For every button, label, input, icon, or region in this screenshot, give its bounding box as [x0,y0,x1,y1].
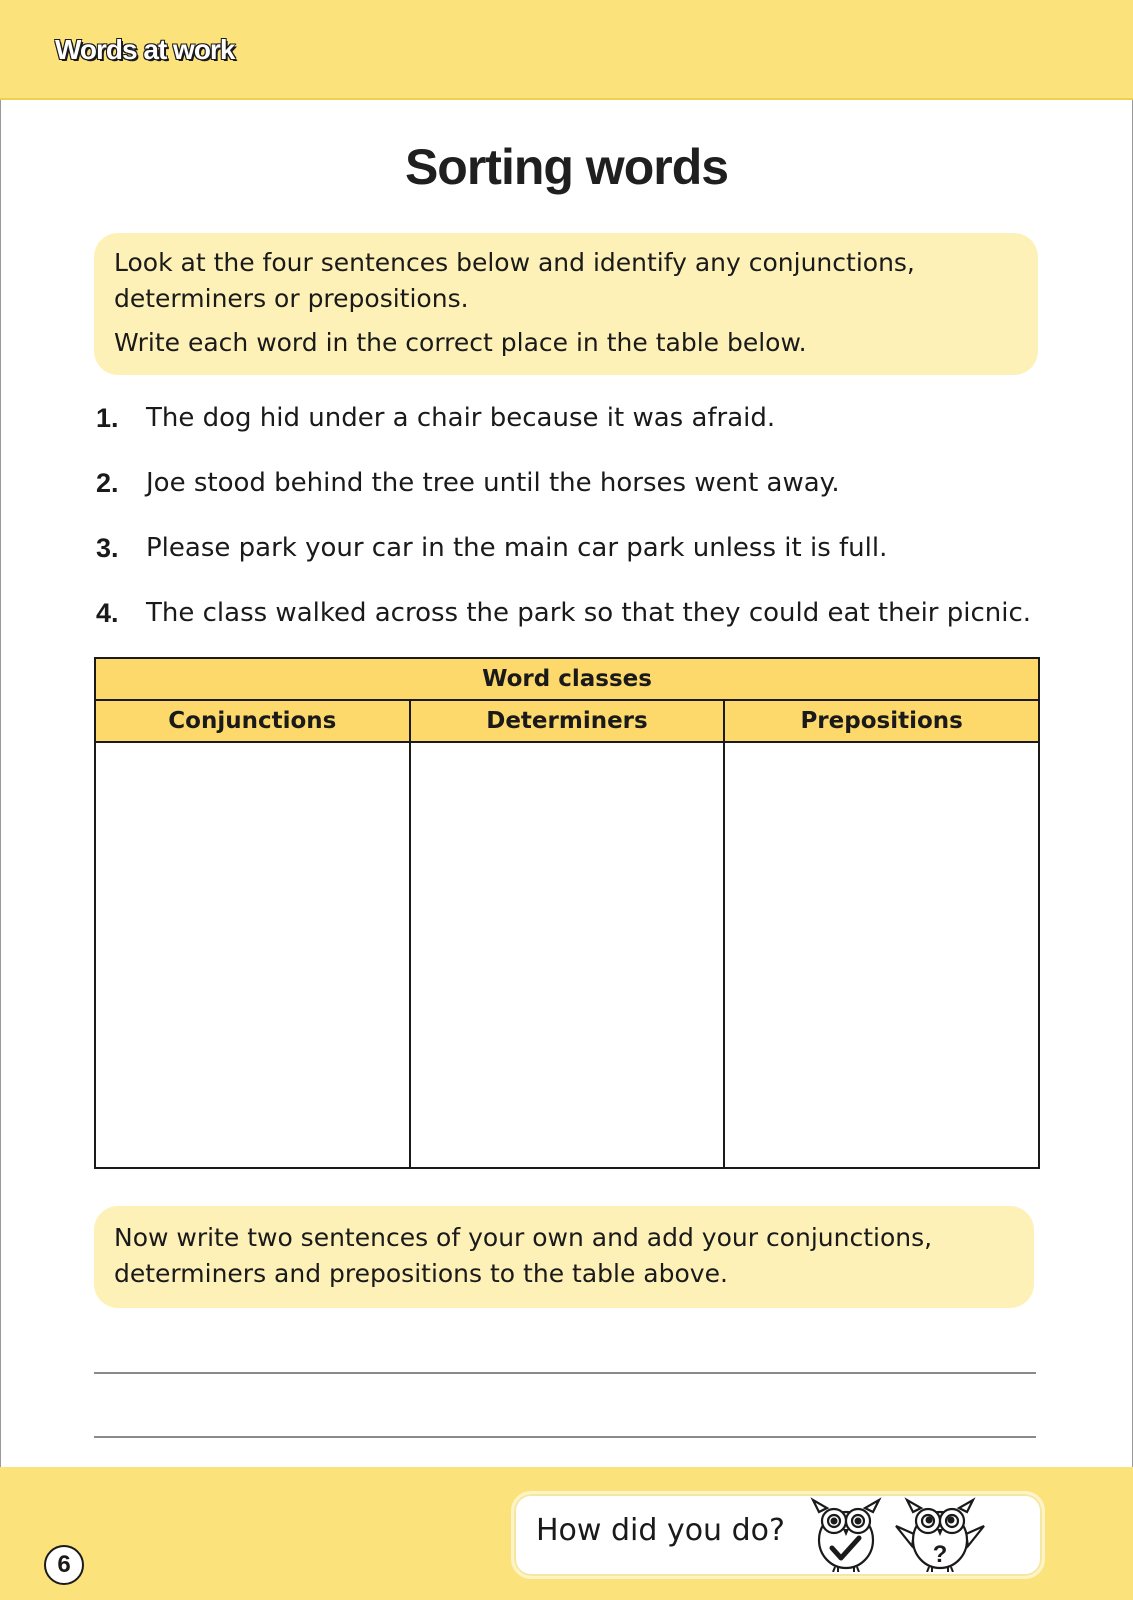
owl-question-icon[interactable] [894,1496,986,1572]
item-number: 4. [96,598,119,628]
page-number: 6 [44,1545,84,1585]
task-box [94,1206,1034,1308]
item-text: The dog hid under a chair because it was afraid. [146,403,776,433]
self-review-box [511,1491,1045,1579]
column-header-conjunctions: Conjunctions [95,700,410,742]
answer-line[interactable] [94,1372,1036,1374]
table-caption: Word classes [95,658,1039,700]
review-label: How did you do? [536,1513,785,1548]
list-item [94,593,1044,633]
item-number: 2. [96,468,119,498]
conjunctions-answer-cell[interactable] [95,742,410,1168]
instructions-text-2: Write each word in the correct place in the table below. [114,328,807,357]
prepositions-answer-cell[interactable] [724,742,1039,1168]
item-number: 1. [96,403,119,433]
list-item [94,463,1044,503]
section-tag: Words at work [55,34,235,65]
item-text: Joe stood behind the tree until the horses went away. [146,468,840,498]
determiners-answer-cell[interactable] [410,742,725,1168]
list-item [94,528,1044,568]
header-band [0,0,1133,100]
owl-tick-icon[interactable] [805,1496,887,1572]
svg-text:?: ? [932,1541,948,1568]
instructions-box [94,233,1038,375]
answer-line[interactable] [94,1436,1036,1438]
item-text: Please park your car in the main car park unless it is full. [146,533,888,563]
page-title: Sorting words [404,139,729,195]
column-header-determiners: Determiners [410,700,725,742]
item-number: 3. [96,533,119,563]
instructions-text: Look at the four sentences below and identify any conjunctions, determiners or prepositions. [114,248,915,313]
column-header-prepositions: Prepositions [724,700,1039,742]
item-text: The class walked across the park so that they could eat their picnic. [146,598,1032,628]
word-classes-table [94,657,1040,1169]
task-text: Now write two sentences of your own and add your conjunctions, determiners and prepositions to the table above. [114,1223,933,1288]
list-item [94,398,1044,438]
